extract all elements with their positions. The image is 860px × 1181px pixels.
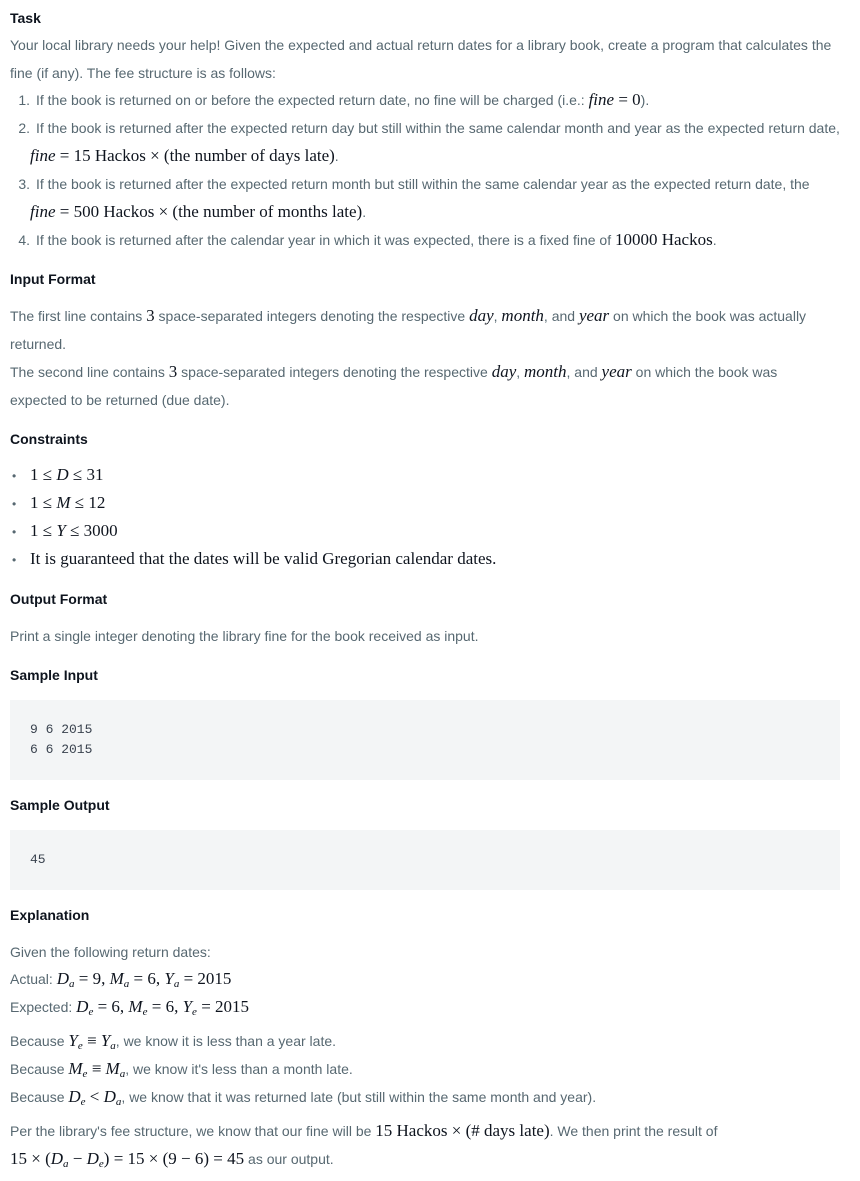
explanation-because-year: Because $Y_e \equiv Y_a$, we know it is less than a year late.: [10, 1031, 337, 1052]
rule-2: [10, 114, 840, 142]
explanation-actual: Actual: $D_a = 9$, $M_a = 6$, $Y_a = 2015$: [10, 969, 232, 990]
rule-3-formula: fine = 500 Hackos × (the number of months late).: [30, 202, 367, 221]
explanation-because-month: Because $M_e \equiv M_a$, we know it's less than a month late.: [10, 1059, 353, 1080]
sample-input-heading: Sample Input: [10, 667, 98, 683]
rule-2-formula: fine = 15 Hackos × (the number of days late).: [30, 146, 339, 165]
rule-4: 4. If the book is returned after the calendar year in which it was expected, there is a fixed fine of 10000 Hackos.: [10, 226, 840, 254]
explanation-heading: Explanation: [10, 907, 90, 923]
sample-output-heading: Sample Output: [10, 797, 110, 813]
constraints-heading: Constraints: [10, 431, 88, 447]
constraint-guarantee: • It is guaranteed that the dates will be valid Gregorian calendar dates.: [12, 549, 497, 568]
rule-3: [10, 170, 840, 198]
rule-4-number: 4.: [18, 232, 30, 248]
sample-input-line: 9 6 2015: [30, 722, 93, 737]
rule-4-text: If the book is returned after the calendar year in which it was expected, there is a fixed fine of: [36, 232, 615, 248]
task-intro-line2: fine (if any). The fee structure is as follows:: [10, 65, 276, 81]
rule-1-text: If the book is returned on or before the expected return date, no fine will be charged (i.e.:: [36, 92, 589, 108]
rule-3-math: = 500 Hackos × (the number of months late): [59, 202, 363, 221]
rule-3-text: If the book is returned after the expected return month but still within the same calendar year as the expected return date, the: [36, 176, 810, 192]
task-heading: Task: [10, 10, 41, 26]
explanation-fee: Per the library's fee structure, we know that our fine will be 15 Hackos × (# days late). We then print the result of: [10, 1121, 718, 1140]
sample-output-block: [10, 830, 840, 890]
input-format-line1-cont: returned.: [10, 336, 67, 352]
rule-2-math-var: fine: [30, 146, 56, 165]
input-format-line2: The second line contains 3 space-separated integers denoting the respective day, month, and year on which the book was: [10, 362, 778, 381]
constraint-day: • 1 ≤ D ≤ 31: [12, 465, 104, 484]
input-format-heading: Input Format: [10, 271, 96, 287]
rule-2-math: = 15 Hackos × (the number of days late): [59, 146, 335, 165]
output-format-heading: Output Format: [10, 591, 108, 607]
explanation-because-day: Because $D_e < D_a$, we know that it was returned late (but still within the same month and year).: [10, 1087, 597, 1108]
rule-1: 1. If the book is returned on or before the expected return date, no fine will be charged (i.e.: fine = 0).: [10, 86, 840, 114]
rule-1-math: fine = 0: [588, 90, 641, 109]
explanation-result: $15 \times (D_a - D_e) = 15 \times (9 - 6) = 45$ as our output.: [10, 1149, 334, 1170]
rule-3-number: 3.: [18, 176, 30, 192]
rule-1-number: 1.: [18, 92, 30, 108]
sample-output-line: 45: [30, 852, 46, 867]
input-format-line2-cont: expected to be returned (due date).: [10, 392, 230, 408]
sample-input-block: [10, 700, 840, 780]
input-format-line1: The first line contains 3 space-separated integers denoting the respective day, month, and year on which the book was actually: [10, 306, 807, 325]
rule-4-math: 10000 Hackos: [614, 230, 713, 249]
task-intro-line1: Your local library needs your help! Given the expected and actual return dates for a library book, create a program that calculates the: [10, 37, 832, 53]
rule-2-number: 2.: [18, 120, 30, 136]
rule-2-text: If the book is returned after the expected return day but still within the same calendar month and year as the expected return date,: [36, 120, 840, 136]
constraint-year: • 1 ≤ Y ≤ 3000: [12, 521, 118, 540]
rule-3-math-var: fine: [30, 202, 56, 221]
explanation-given: Given the following return dates:: [10, 944, 211, 960]
explanation-expected: Expected: $D_e = 6$, $M_e = 6$, $Y_e = 2015$: [10, 997, 250, 1018]
constraint-month: • 1 ≤ M ≤ 12: [12, 493, 106, 512]
sample-input-line: 6 6 2015: [30, 742, 93, 757]
output-format-text: Print a single integer denoting the library fine for the book received as input.: [10, 628, 479, 644]
